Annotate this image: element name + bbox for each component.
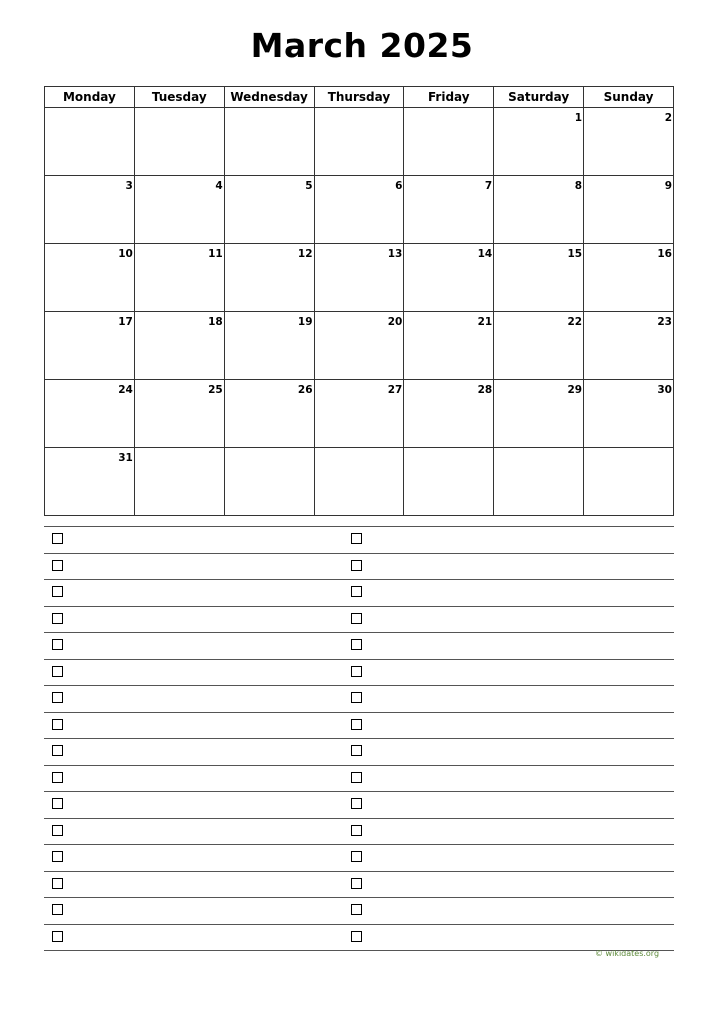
checkbox-icon[interactable] bbox=[52, 560, 63, 571]
day-cell bbox=[404, 108, 494, 176]
day-number: 25 bbox=[208, 384, 223, 396]
day-cell bbox=[584, 448, 674, 516]
checkbox-icon[interactable] bbox=[351, 692, 362, 703]
checkbox-icon[interactable] bbox=[351, 719, 362, 730]
calendar-grid bbox=[44, 86, 674, 516]
day-cell bbox=[404, 448, 494, 516]
day-number: 1 bbox=[574, 112, 583, 124]
day-number bbox=[402, 118, 403, 121]
page-title: March 2025 bbox=[250, 26, 474, 65]
day-cell bbox=[584, 176, 674, 244]
day-cell bbox=[45, 108, 135, 176]
day-cell bbox=[224, 380, 314, 448]
day-number: 23 bbox=[657, 316, 672, 328]
day-cell bbox=[314, 380, 404, 448]
day-cell bbox=[45, 176, 135, 244]
checklist-row bbox=[44, 606, 674, 633]
checkbox-icon[interactable] bbox=[351, 825, 362, 836]
checklist-row bbox=[44, 844, 674, 871]
day-cell bbox=[404, 380, 494, 448]
checklist-row bbox=[44, 897, 674, 924]
day-cell bbox=[134, 176, 224, 244]
weekday-monday: Monday bbox=[45, 87, 135, 108]
checklist-row bbox=[44, 738, 674, 765]
day-cell bbox=[494, 312, 584, 380]
day-cell bbox=[314, 108, 404, 176]
day-cell bbox=[494, 108, 584, 176]
calendar-body bbox=[45, 108, 674, 516]
checklist-row bbox=[44, 553, 674, 580]
weekday-header-row bbox=[45, 87, 674, 108]
checklist-row bbox=[44, 659, 674, 686]
day-number bbox=[672, 458, 673, 461]
day-cell bbox=[314, 312, 404, 380]
day-number: 21 bbox=[477, 316, 493, 328]
day-cell bbox=[134, 312, 224, 380]
checklist-row bbox=[44, 685, 674, 712]
weekday-thursday: Thursday bbox=[314, 87, 404, 108]
calendar-week-row bbox=[45, 176, 674, 244]
day-number: 17 bbox=[118, 316, 133, 328]
day-number: 29 bbox=[567, 384, 583, 396]
day-number: 26 bbox=[297, 384, 313, 396]
checkbox-icon[interactable] bbox=[52, 613, 63, 624]
day-number: 9 bbox=[664, 180, 672, 192]
day-number: 20 bbox=[387, 316, 403, 328]
checkbox-icon[interactable] bbox=[351, 586, 362, 597]
checkbox-icon[interactable] bbox=[52, 745, 63, 756]
checkbox-icon[interactable] bbox=[351, 798, 362, 809]
day-cell bbox=[224, 448, 314, 516]
checkbox-icon[interactable] bbox=[52, 798, 63, 809]
checkbox-icon[interactable] bbox=[351, 613, 362, 624]
checkbox-icon[interactable] bbox=[52, 772, 63, 783]
day-number: 10 bbox=[118, 248, 133, 260]
weekday-sunday: Sunday bbox=[584, 87, 674, 108]
day-number: 8 bbox=[574, 180, 583, 192]
weekday-tuesday: Tuesday bbox=[134, 87, 224, 108]
day-number: 7 bbox=[484, 180, 493, 192]
checkbox-icon[interactable] bbox=[351, 666, 362, 677]
day-number: 3 bbox=[125, 180, 133, 192]
day-number: 6 bbox=[395, 180, 403, 192]
day-number bbox=[492, 458, 493, 461]
day-cell bbox=[45, 312, 135, 380]
calendar-week-row bbox=[45, 448, 674, 516]
checkbox-icon[interactable] bbox=[351, 560, 362, 571]
day-number bbox=[313, 458, 314, 461]
checkbox-icon[interactable] bbox=[351, 904, 362, 915]
day-cell bbox=[584, 380, 674, 448]
day-cell bbox=[45, 244, 135, 312]
checklist-row bbox=[44, 526, 674, 553]
day-cell bbox=[134, 108, 224, 176]
checkbox-icon[interactable] bbox=[351, 878, 362, 889]
day-cell bbox=[314, 448, 404, 516]
day-cell bbox=[45, 448, 135, 516]
checkbox-icon[interactable] bbox=[52, 931, 63, 942]
weekday-wednesday: Wednesday bbox=[224, 87, 314, 108]
day-number bbox=[313, 118, 314, 121]
checklist-row bbox=[44, 818, 674, 845]
day-number: 14 bbox=[477, 248, 493, 260]
day-number bbox=[582, 458, 583, 461]
day-number: 18 bbox=[208, 316, 223, 328]
checklist bbox=[44, 526, 674, 951]
checkbox-icon[interactable] bbox=[351, 533, 362, 544]
calendar-week-row bbox=[45, 108, 674, 176]
day-cell bbox=[404, 176, 494, 244]
weekday-friday: Friday bbox=[404, 87, 494, 108]
day-cell bbox=[314, 244, 404, 312]
footer-credit: © wikidates.org bbox=[595, 949, 660, 958]
weekday-saturday: Saturday bbox=[494, 87, 584, 108]
checkbox-icon[interactable] bbox=[351, 931, 362, 942]
day-number bbox=[223, 458, 224, 461]
checklist-row bbox=[44, 871, 674, 898]
day-number: 16 bbox=[657, 248, 672, 260]
day-number: 11 bbox=[208, 248, 223, 260]
day-cell bbox=[224, 312, 314, 380]
day-cell bbox=[134, 380, 224, 448]
day-number: 13 bbox=[387, 248, 403, 260]
day-cell bbox=[45, 380, 135, 448]
checklist-row bbox=[44, 579, 674, 606]
checkbox-icon[interactable] bbox=[52, 825, 63, 836]
day-cell bbox=[404, 244, 494, 312]
day-cell bbox=[494, 380, 584, 448]
day-number: 31 bbox=[118, 452, 133, 464]
checkbox-icon[interactable] bbox=[52, 878, 63, 889]
day-cell bbox=[134, 448, 224, 516]
checkbox-icon[interactable] bbox=[52, 666, 63, 677]
checkbox-icon[interactable] bbox=[52, 639, 63, 650]
checkbox-icon[interactable] bbox=[52, 851, 63, 862]
checkbox-icon[interactable] bbox=[52, 533, 63, 544]
day-number: 22 bbox=[567, 316, 583, 328]
checklist-row bbox=[44, 791, 674, 818]
day-cell bbox=[494, 244, 584, 312]
checklist-row bbox=[44, 765, 674, 792]
day-cell bbox=[494, 176, 584, 244]
day-number bbox=[223, 118, 224, 121]
day-number: 5 bbox=[305, 180, 313, 192]
day-number: 19 bbox=[297, 316, 313, 328]
calendar-week-row bbox=[45, 244, 674, 312]
day-number bbox=[492, 118, 493, 121]
checkbox-icon[interactable] bbox=[351, 772, 362, 783]
day-number: 2 bbox=[664, 112, 672, 124]
checkbox-icon[interactable] bbox=[52, 904, 63, 915]
day-number: 24 bbox=[118, 384, 133, 396]
day-cell bbox=[584, 244, 674, 312]
checkbox-icon[interactable] bbox=[351, 745, 362, 756]
checklist-row bbox=[44, 632, 674, 659]
day-cell bbox=[584, 312, 674, 380]
checklist-row bbox=[44, 924, 674, 952]
checkbox-icon[interactable] bbox=[52, 719, 63, 730]
checklist-row bbox=[44, 712, 674, 739]
day-number bbox=[402, 458, 403, 461]
day-cell bbox=[584, 108, 674, 176]
day-cell bbox=[494, 448, 584, 516]
day-number: 15 bbox=[567, 248, 583, 260]
day-cell bbox=[134, 244, 224, 312]
calendar-week-row bbox=[45, 380, 674, 448]
day-cell bbox=[404, 312, 494, 380]
day-number bbox=[133, 118, 134, 121]
day-cell bbox=[224, 244, 314, 312]
day-number: 12 bbox=[297, 248, 313, 260]
day-number: 4 bbox=[215, 180, 223, 192]
calendar-week-row bbox=[45, 312, 674, 380]
day-number: 30 bbox=[657, 384, 672, 396]
checkbox-icon[interactable] bbox=[351, 851, 362, 862]
day-cell bbox=[314, 176, 404, 244]
day-cell bbox=[224, 176, 314, 244]
checkbox-icon[interactable] bbox=[52, 692, 63, 703]
checkbox-icon[interactable] bbox=[351, 639, 362, 650]
day-number: 27 bbox=[387, 384, 403, 396]
checkbox-icon[interactable] bbox=[52, 586, 63, 597]
day-number: 28 bbox=[477, 384, 493, 396]
day-cell bbox=[224, 108, 314, 176]
